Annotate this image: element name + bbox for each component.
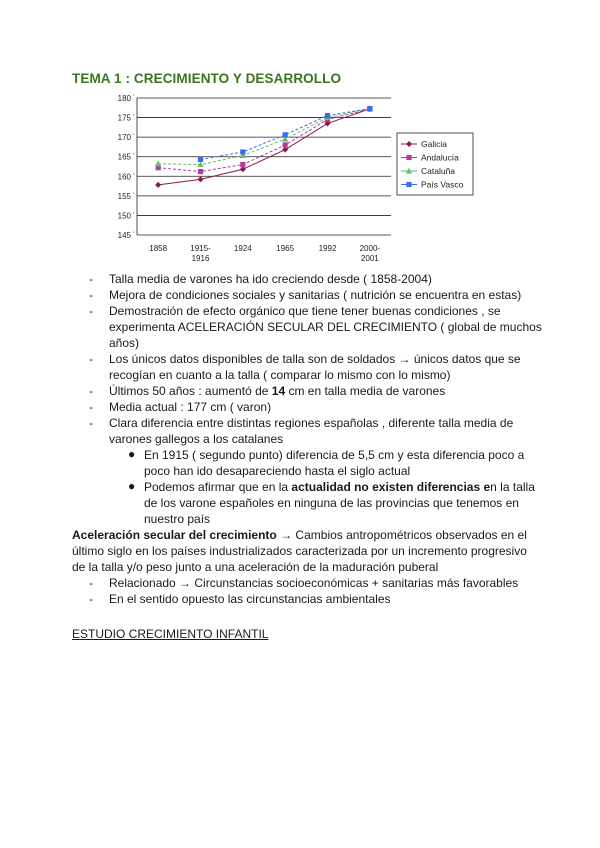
list-item bbox=[72, 591, 542, 607]
y-tick-label: 155 bbox=[117, 191, 131, 201]
prime-mark: ' bbox=[133, 232, 135, 238]
x-tick-label: 1858 bbox=[149, 244, 168, 253]
text: → Cambios antropométricos observados en el último siglo en los países industrializados caracterizada por un incremento progresivo de la talla y/o peso junto a una aceleración de la maduración puberal bbox=[72, 528, 527, 574]
legend-label: Galicia bbox=[421, 139, 447, 149]
paragraph bbox=[72, 527, 542, 575]
text: Talla media de varones ha ido creciendo desde ( 1858-2004) bbox=[109, 272, 432, 286]
text: Clara diferencia entre distintas regiones españolas , diferente talla media de varones gallegos a los catalanes bbox=[109, 416, 514, 446]
dash-bullet: - bbox=[89, 352, 93, 366]
list-item bbox=[72, 415, 542, 447]
data-point bbox=[406, 155, 411, 160]
page-title: TEMA 1 : CRECIMIENTO Y DESARROLLO bbox=[72, 71, 342, 86]
x-tick-label: 2000-2001 bbox=[359, 244, 381, 263]
y-tick-label: 180 bbox=[117, 94, 131, 103]
y-tick-label: 170 bbox=[117, 133, 131, 143]
section-heading: ESTUDIO CRECIMIENTO INFANTIL bbox=[72, 627, 269, 641]
x-tick-label: 1915-1916 bbox=[190, 244, 211, 263]
dash-bullet: - bbox=[89, 288, 93, 302]
text: Los únicos datos disponibles de talla son de soldados → únicos datos que se recogían en cuanto a la talla ( comparar lo mismo con lo mismo) bbox=[109, 352, 521, 382]
prime-mark: ' bbox=[133, 173, 135, 180]
sub-list-item bbox=[72, 479, 542, 527]
data-point bbox=[283, 132, 288, 137]
dash-bullet: - bbox=[89, 416, 93, 430]
list-item bbox=[72, 351, 542, 383]
data-point bbox=[198, 176, 204, 182]
data-point bbox=[155, 182, 161, 188]
y-tick-label: 175 bbox=[117, 113, 131, 123]
list-item bbox=[72, 303, 542, 351]
text: En 1915 ( segundo punto) diferencia de 5,5 cm y esta diferencia poco a poco han ido desapareciendo hasta el siglo actual bbox=[144, 448, 525, 478]
y-tick-label: 150 bbox=[117, 211, 131, 221]
legend-label: Cataluña bbox=[421, 166, 456, 176]
dash-bullet: - bbox=[89, 272, 93, 286]
text: En el sentido opuesto las circunstancias ambientales bbox=[109, 592, 391, 606]
dash-bullet: - bbox=[89, 576, 93, 590]
series-line bbox=[158, 109, 370, 172]
bullet-icon: ● bbox=[128, 479, 136, 493]
list-item bbox=[72, 271, 542, 287]
prime-mark: ' bbox=[133, 95, 135, 101]
text: n la talla de los varone españoles en ninguna de las provincias que tenemos en nuestro país bbox=[144, 480, 535, 526]
text: Últimos 50 años : aumentó de bbox=[109, 384, 272, 398]
bullet-icon: ● bbox=[128, 447, 136, 461]
list-item bbox=[72, 399, 542, 415]
data-point bbox=[240, 149, 245, 154]
legend-label: Andalucía bbox=[421, 152, 459, 163]
list-item bbox=[72, 575, 542, 591]
list-item bbox=[72, 383, 542, 399]
data-point bbox=[367, 106, 372, 111]
text: Relacionado → Circunstancias socioeconómicas + sanitarias más favorables bbox=[109, 576, 519, 590]
dash-bullet: - bbox=[89, 384, 93, 398]
sub-list-item bbox=[72, 447, 542, 479]
series-line bbox=[158, 109, 370, 185]
text: Mejora de condiciones sociales y sanitarias ( nutrición se encuentra en estas) bbox=[109, 288, 522, 302]
x-tick-label: 1965 bbox=[276, 244, 295, 253]
prime-mark: ' bbox=[133, 114, 135, 121]
prime-mark: ' bbox=[133, 134, 135, 141]
y-tick-label: 145 bbox=[117, 231, 131, 240]
y-tick-label: 160 bbox=[117, 172, 131, 182]
data-point bbox=[325, 113, 330, 118]
text: Podemos afirmar que en la bbox=[144, 480, 292, 494]
data-point bbox=[406, 182, 411, 187]
text: Media actual : 177 cm ( varon) bbox=[109, 400, 272, 414]
legend-label: País Vasco bbox=[421, 179, 464, 190]
y-tick-label: 165 bbox=[117, 152, 131, 162]
text: Demostración de efecto orgánico que tiene tener buenas condiciones , se experimenta ACELERACIÓN SECULAR DEL CRECIMIENTO ( global de muchos años) bbox=[109, 304, 542, 350]
text: cm en talla media de varones bbox=[285, 384, 446, 398]
dash-bullet: - bbox=[89, 400, 93, 414]
bold-text: actualidad no existen diferencias e bbox=[291, 480, 491, 494]
bold-text: Aceleración secular del crecimiento bbox=[72, 528, 277, 542]
notes-list bbox=[72, 271, 542, 607]
x-tick-label: 1992 bbox=[318, 244, 337, 253]
height-chart bbox=[100, 88, 500, 266]
bold-text: 14 bbox=[271, 384, 286, 398]
prime-mark: ' bbox=[133, 153, 135, 160]
x-tick-label: 1924 bbox=[233, 244, 252, 253]
dash-bullet: - bbox=[89, 592, 93, 606]
dash-bullet: - bbox=[89, 304, 93, 318]
prime-mark: ' bbox=[133, 212, 135, 219]
data-point bbox=[198, 169, 203, 174]
list-item bbox=[72, 287, 542, 303]
data-point bbox=[240, 162, 245, 167]
prime-mark: ' bbox=[133, 192, 135, 199]
data-point bbox=[198, 157, 203, 162]
data-point bbox=[283, 142, 288, 147]
